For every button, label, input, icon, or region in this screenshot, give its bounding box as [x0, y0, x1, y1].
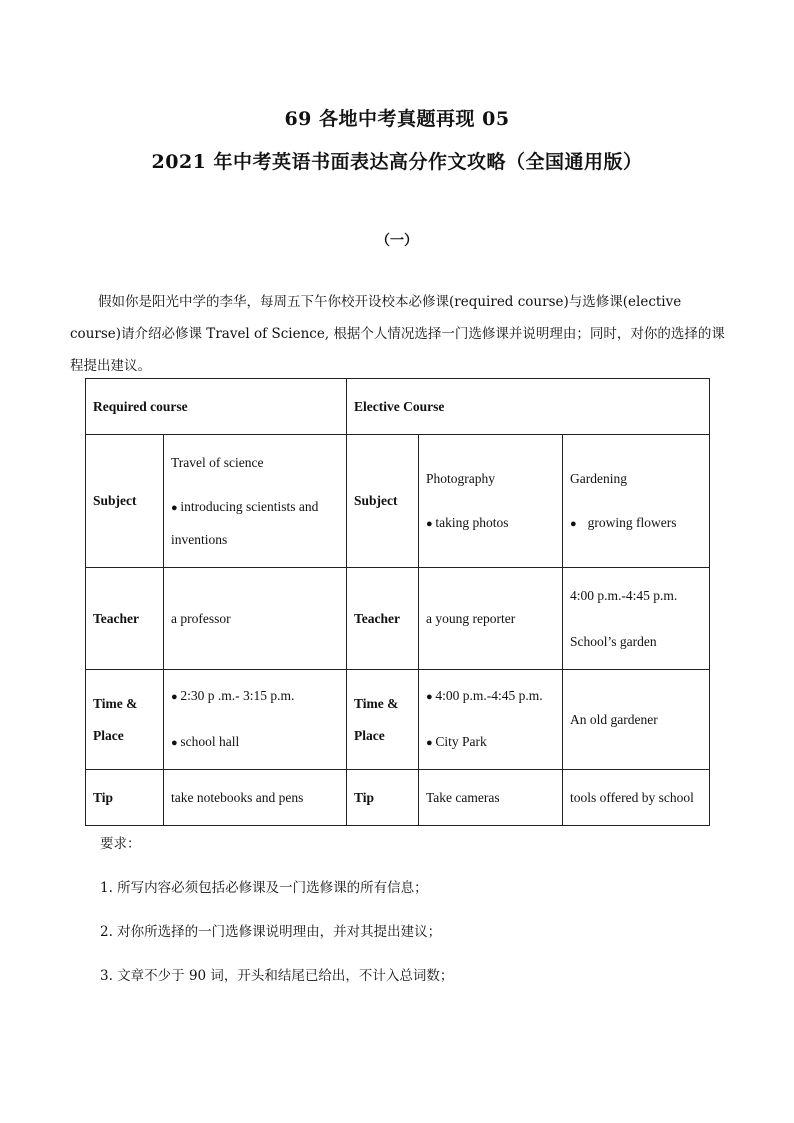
requirements [100, 830, 720, 990]
elective2-subject-title: Gardening [570, 470, 627, 486]
elective1-subject-cell [419, 435, 563, 568]
required-subject-title: Travel of science [171, 454, 264, 470]
table-row [86, 379, 710, 435]
table-row [86, 568, 710, 670]
elective1-time-place-cell [419, 670, 563, 770]
table-row [86, 670, 710, 770]
table-row [86, 435, 710, 568]
time-place-label: Time & Place [347, 670, 419, 770]
requirements-heading: 要求： [100, 836, 141, 852]
required-teacher: a professor [164, 568, 347, 670]
teacher-label: Teacher [347, 568, 419, 670]
subject-label: Subject [347, 435, 419, 568]
section-number: （一） [376, 233, 418, 249]
required-time-place-cell [164, 670, 347, 770]
tip-label: Tip [86, 770, 164, 826]
elective1-tip: Take cameras [419, 770, 563, 826]
elective2-tip: tools offered by school [563, 770, 710, 826]
teacher-label: Teacher [86, 568, 164, 670]
elective2-subject-cell [563, 435, 710, 568]
required-subject-detail: ● introducing scientists and inventions [171, 491, 339, 556]
requirement-item: 2. 对你所选择的一门选修课说明理由，并对其提出建议； [100, 924, 442, 940]
course-table [85, 378, 710, 826]
subject-label: Subject [86, 435, 164, 568]
required-time: ● 2:30 p .m.- 3:15 p.m. [171, 680, 339, 713]
document-title-line-2: 2021 年中考英语书面表达高分作文攻略（全国通用版） [151, 151, 643, 173]
required-subject-cell [164, 435, 347, 568]
elective1-time: ● 4:00 p.m.-4:45 p.m. [426, 680, 555, 713]
elective2-teacher-cell [563, 568, 710, 670]
table-row [86, 770, 710, 826]
elective1-subject-title: Photography [426, 470, 495, 486]
elective1-subject-detail: ● taking photos [426, 507, 555, 540]
elective2-teacher-time: 4:00 p.m.-4:45 p.m. [570, 587, 678, 603]
document-title-line-1: 69 各地中考真题再现 05 [284, 108, 510, 130]
required-course-header: Required course [86, 379, 347, 435]
requirement-item: 1. 所写内容必须包括必修课及一门选修课的所有信息； [100, 880, 428, 896]
requirement-item: 3. 文章不少于 90 词，开头和结尾已给出，不计入总词数； [100, 968, 454, 984]
elective2-time-place: An old gardener [563, 670, 710, 770]
elective1-place: ● City Park [426, 726, 555, 759]
elective1-teacher: a young reporter [419, 568, 563, 670]
required-tip: take notebooks and pens [164, 770, 347, 826]
tip-label: Tip [347, 770, 419, 826]
elective-course-header: Elective Course [347, 379, 710, 435]
time-place-label: Time & Place [86, 670, 164, 770]
elective2-subject-detail: ● growing flowers [570, 507, 702, 540]
writing-prompt: 假如你是阳光中学的李华，每周五下午你校开设校本必修课(required course)与选修课(elective course)请介绍必修课 Travel of Science, 根据个人情况选择一门选修课并说明理由；同时，对你的选择的课程提出建议。 [70, 293, 725, 374]
required-place: ● school hall [171, 726, 339, 759]
elective2-teacher-place: School’s garden [570, 633, 657, 649]
